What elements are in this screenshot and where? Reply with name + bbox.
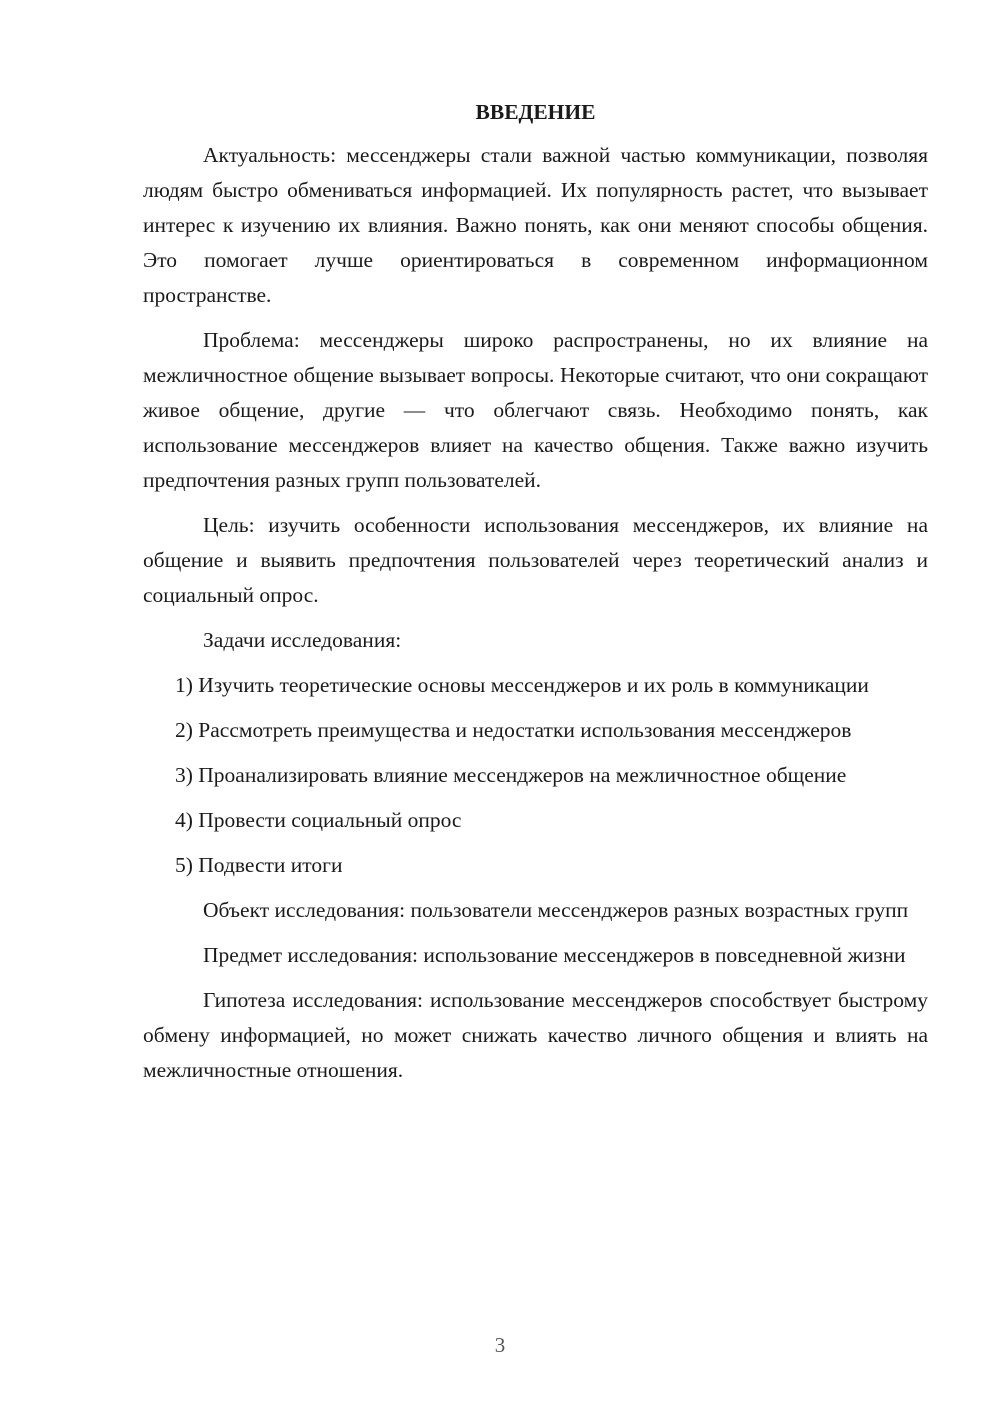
relevance-paragraph: Актуальность: мессенджеры стали важной частью коммуникации, позволяя людям быстро обмениваться информацией. Их популярность растет, что вызывает интерес к изучению их влияния. Важно понять, как они меняют способы общения. Это помогает лучше ориентироваться в современном информационном пространстве. (143, 143, 928, 307)
object-paragraph: Объект исследования: пользователи мессенджеров разных возрастных групп (203, 898, 909, 922)
page-title: ВВЕДЕНИЕ (475, 100, 596, 124)
tasks-heading: Задачи исследования: (203, 628, 402, 652)
goal-paragraph: Цель: изучить особенности использования мессенджеров, их влияние на общение и выявить предпочтения пользователей через теоретический анализ и социальный опрос. (143, 513, 928, 607)
task-item-3: 3) Проанализировать влияние мессенджеров на межличностное общение (175, 763, 847, 787)
problem-paragraph: Проблема: мессенджеры широко распространены, но их влияние на межличностное общение вызывает вопросы. Некоторые считают, что они сокращают живое общение, другие — что облегчают связь. Необходимо понять, как использование мессенджеров влияет на качество общения. Также важно изучить предпочтения разных групп пользователей. (143, 328, 928, 492)
subject-paragraph: Предмет исследования: использование мессенджеров в повседневной жизни (203, 943, 906, 967)
task-item-5: 5) Подвести итоги (175, 853, 343, 877)
page-content (143, 96, 928, 1098)
task-item-4: 4) Провести социальный опрос (175, 808, 462, 832)
hypothesis-paragraph: Гипотеза исследования: использование мессенджеров способствует быстрому обмену информацией, но может снижать качество личного общения и влиять на межличностные отношения. (143, 988, 928, 1082)
page-number: 3 (494, 1333, 506, 1357)
task-item-2: 2) Рассмотреть преимущества и недостатки использования мессенджеров (175, 718, 852, 742)
task-item-1: 1) Изучить теоретические основы мессенджеров и их роль в коммуникации (175, 673, 869, 697)
